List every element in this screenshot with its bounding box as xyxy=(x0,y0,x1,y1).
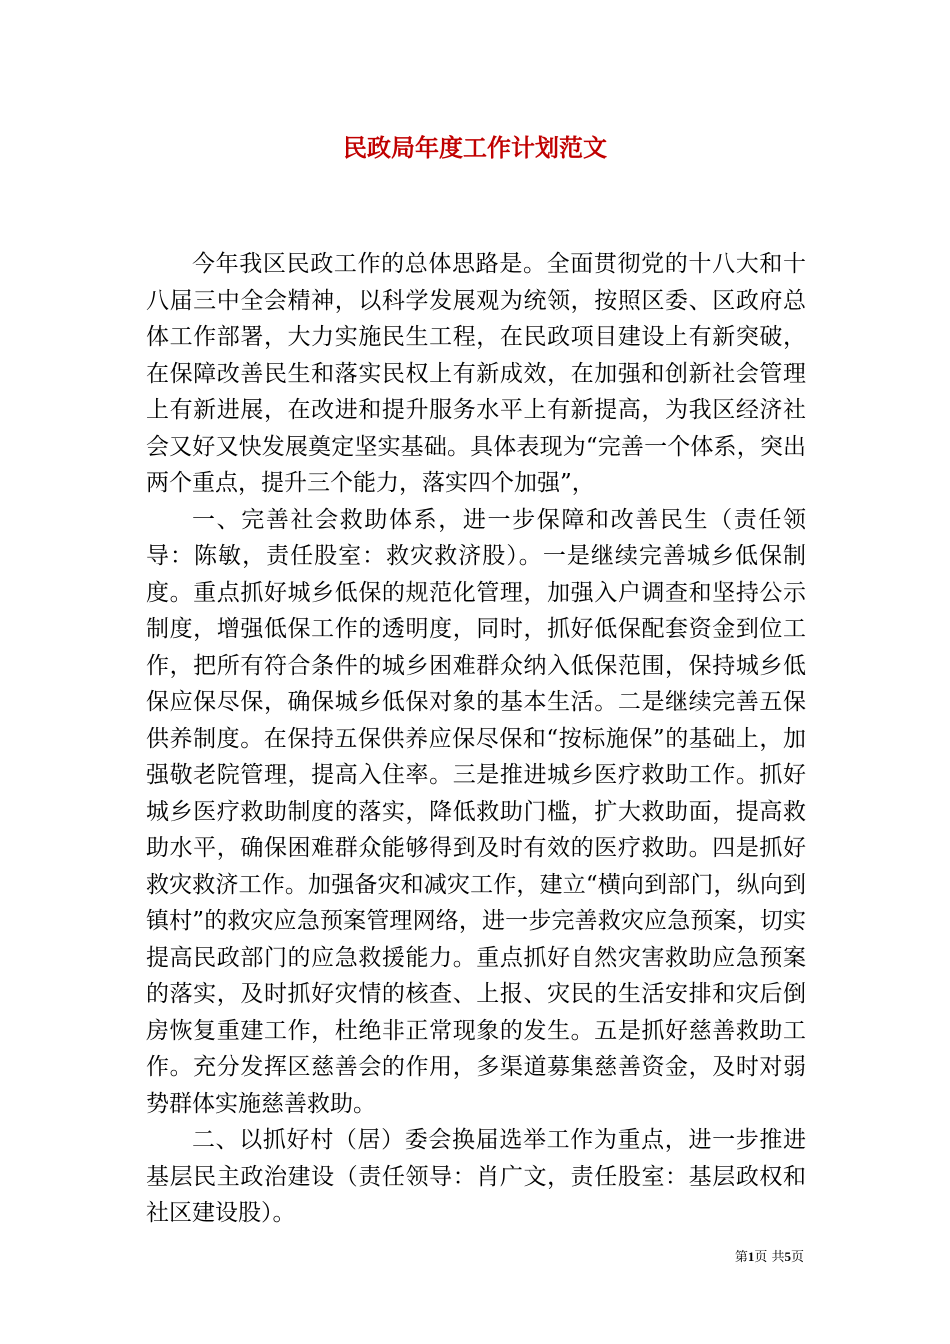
footer-page-number: 1 xyxy=(747,1249,755,1264)
footer-prefix: 第 xyxy=(734,1250,748,1265)
paragraph-intro: 今年我区民政工作的总体思路是。全面贯彻党的十八大和十八届三中全会精神，以科学发展观为统领，按照区委、区政府总体工作部署，大力实施民生工程，在民政项目建设上有新突破，在保障改善民生和落实民权上有新成效，在加强和创新社会管理上有新进展，在改进和提升服务水平上有新提高，为我区经济社会又好又快发展奠定坚实基础。具体表现为“完善一个体系，突出两个重点，提升三个能力，落实四个加强”， xyxy=(146,251,806,496)
paragraph-section-1: 一、完善社会救助体系，进一步保障和改善民生（责任领导：陈敏，责任股室：救灾救济股）。一是继续完善城乡低保制度。重点抓好城乡低保的规范化管理，加强入户调查和坚持公示制度，增强低保工作的透明度，同时，抓好低保配套资金到位工作，把所有符合条件的城乡困难群众纳入低保范围，保持城乡低保应保尽保，确保城乡低保对象的基本生活。二是继续完善五保供养制度。在保持五保供养应保尽保和“按标施保”的基础上，加强敬老院管理，提高入住率。三是推进城乡医疗救助工作。抓好城乡医疗救助制度的落实，降低救助门槛，扩大救助面，提高救助水平，确保困难群众能够得到及时有效的医疗救助。四是抓好救灾救济工作。加强备灾和减灾工作，建立“横向到部门，纵向到镇村”的救灾应急预案管理网络，进一步完善救灾应急预案，切实提高民政部门的应急救援能力。重点抓好自然灾害救助应急预案的落实，及时抓好灾情的核查、上报、灾民的生活安排和灾后倒房恢复重建工作，杜绝非正常现象的发生。五是抓好慈善救助工作。充分发挥区慈善会的作用，多渠道募集慈善资金，及时对弱势群体实施慈善救助。 xyxy=(146,506,806,1117)
page-title: 民政局年度工作计划范文 xyxy=(343,133,607,162)
document-body xyxy=(146,246,806,1232)
footer-mid: 页 共 xyxy=(754,1250,785,1265)
footer-total-pages: 5 xyxy=(784,1249,791,1264)
paragraph-section-2: 二、以抓好村（居）委会换届选举工作为重点，进一步推进基层民主政治建设（责任领导：肖广文，责任股室：基层政权和社区建设股）。 xyxy=(146,1127,806,1226)
page-footer xyxy=(735,1248,804,1267)
footer-suffix: 页 xyxy=(790,1250,804,1265)
